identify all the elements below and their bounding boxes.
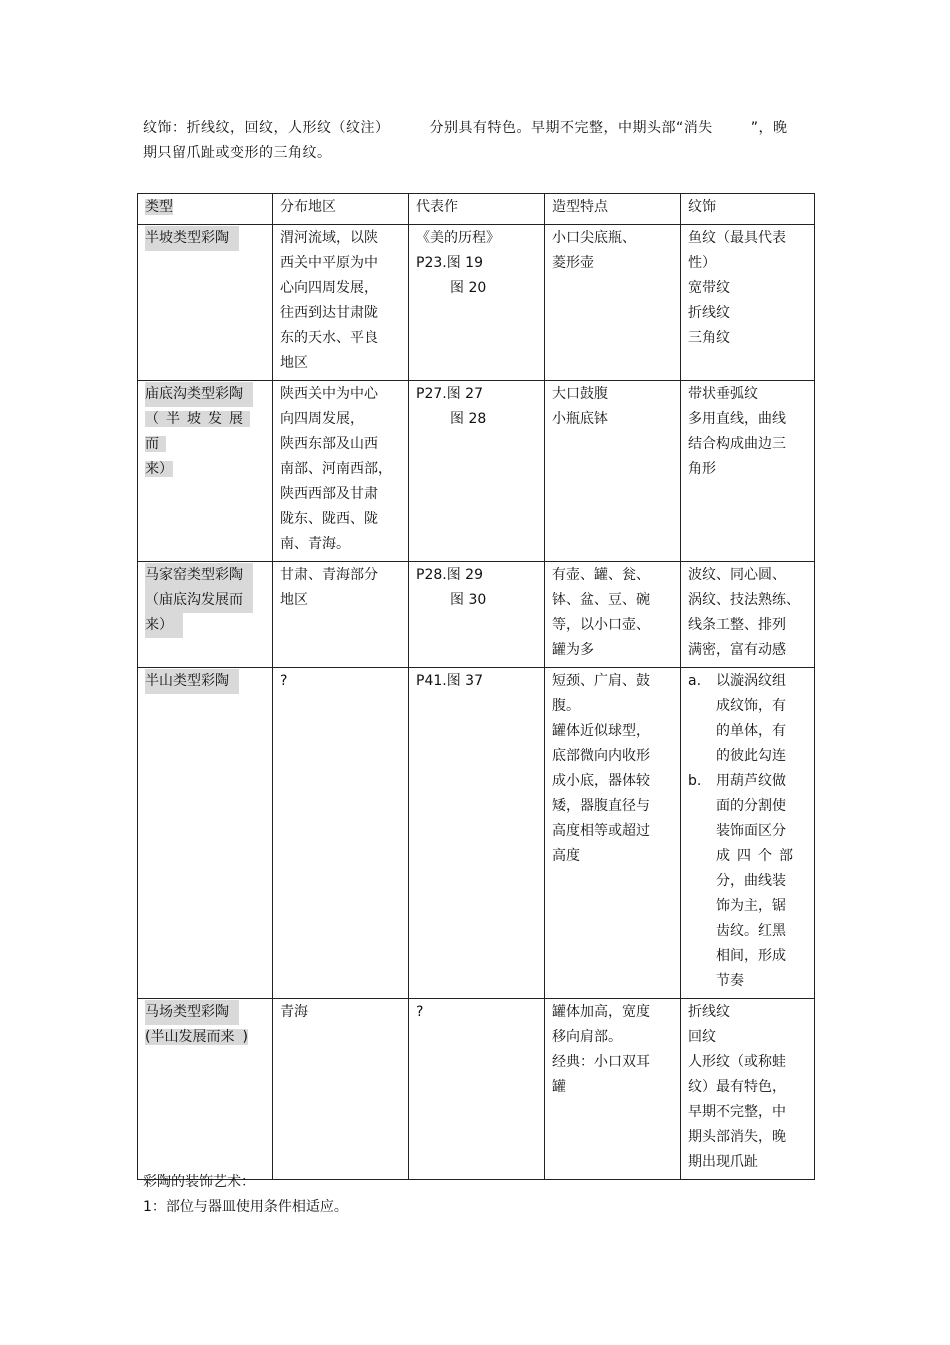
cell-works: ? (409, 999, 545, 1180)
cell-shape: 罐体加高，宽度 移向肩部。 经典：小口双耳 罐 (545, 999, 681, 1180)
cell-shape: 小口尖底瓶、 菱形壶 (545, 225, 681, 381)
table-row (138, 225, 815, 381)
header-works: 代表作 (409, 194, 545, 225)
cell-type: 半山类型彩陶 (138, 668, 273, 999)
header-type: 类型 (138, 194, 273, 225)
intro-line-1 (143, 116, 808, 141)
cell-pattern (681, 668, 815, 999)
table-row (138, 668, 815, 999)
header-pattern: 纹饰 (681, 194, 815, 225)
table-header-row (138, 194, 815, 225)
cell-shape: 有壶、罐、瓮、 钵、盆、豆、碗 等，以小口壶、 罐为多 (545, 562, 681, 668)
cell-pattern: 鱼纹（最具代表 性） 宽带纹 折线纹 三角纹 (681, 225, 815, 381)
table-row (138, 381, 815, 562)
list-item: 1：部位与器皿使用条件相适应。 (143, 1199, 348, 1215)
pottery-types-table (137, 193, 815, 1180)
cell-pattern: 带状垂弧纹 多用直线，曲线 结合构成曲边三 角形 (681, 381, 815, 562)
table-row (138, 562, 815, 668)
intro-paragraph (143, 116, 808, 166)
intro-line-2: 期只留爪趾或变形的三角纹。 (143, 145, 332, 161)
cell-region: 青海 (273, 999, 409, 1180)
cell-type: 马场类型彩陶 (半山发展而来 ) (138, 999, 273, 1180)
cell-works: 《美的历程》 P23.图 19 图 20 (409, 225, 545, 381)
cell-works: P41.图 37 (409, 668, 545, 999)
cell-pattern: 波纹、同心圆、 涡纹、技法熟练、 线条工整、排列 满密，富有动感 (681, 562, 815, 668)
cell-shape: 短颈、广肩、鼓 腹。 罐体近似球型， 底部微向内收形 成小底，器体较 矮，器腹直径与 高度相等或超过 高度 (545, 668, 681, 999)
intro-text-2: 分别具有特色。早期不完整，中期头部“消失 (429, 120, 713, 136)
cell-type: 庙底沟类型彩陶 （半坡发展而 来） (138, 381, 273, 562)
intro-text-1: 纹饰：折线纹，回纹，人形纹（纹注） (143, 120, 390, 136)
header-shape: 造型特点 (545, 194, 681, 225)
cell-region: ? (273, 668, 409, 999)
intro-text-3: ”，晚 (750, 120, 788, 136)
footer-notes (143, 1170, 348, 1220)
cell-pattern: 折线纹 回纹 人形纹（或称蛙 纹）最有特色， 早期不完整，中 期头部消失，晚 期出现爪趾 (681, 999, 815, 1180)
cell-shape: 大口鼓腹 小瓶底钵 (545, 381, 681, 562)
header-region: 分布地区 (273, 194, 409, 225)
cell-works: P27.图 27 图 28 (409, 381, 545, 562)
table-row (138, 999, 815, 1180)
cell-works: P28.图 29 图 30 (409, 562, 545, 668)
cell-region: 渭河流域，以陕 西关中平原为中 心向四周发展， 往西到达甘肃陇 东的天水、平良 地区 (273, 225, 409, 381)
cell-type: 半坡类型彩陶 (138, 225, 273, 381)
pattern-list (688, 669, 808, 994)
list-item: b. 用葫芦纹做 面的分割使 装饰面区分 成四个部 分，曲线装 饰为主，锯 齿纹。红黑 相间，形成 节奏 (688, 773, 800, 989)
cell-type: 马家窑类型彩陶 （庙底沟发展而 来） (138, 562, 273, 668)
section-heading: 彩陶的装饰艺术： (143, 1174, 255, 1190)
list-item: a. 以漩涡纹组 成纹饰，有 的单体，有 的彼此勾连 (688, 673, 786, 764)
cell-region: 陕西关中为中心 向四周发展， 陕西东部及山西 南部、河南西部， 陕西西部及甘肃 陇东、陇西、陇 南、青海。 (273, 381, 409, 562)
cell-region: 甘肃、青海部分 地区 (273, 562, 409, 668)
